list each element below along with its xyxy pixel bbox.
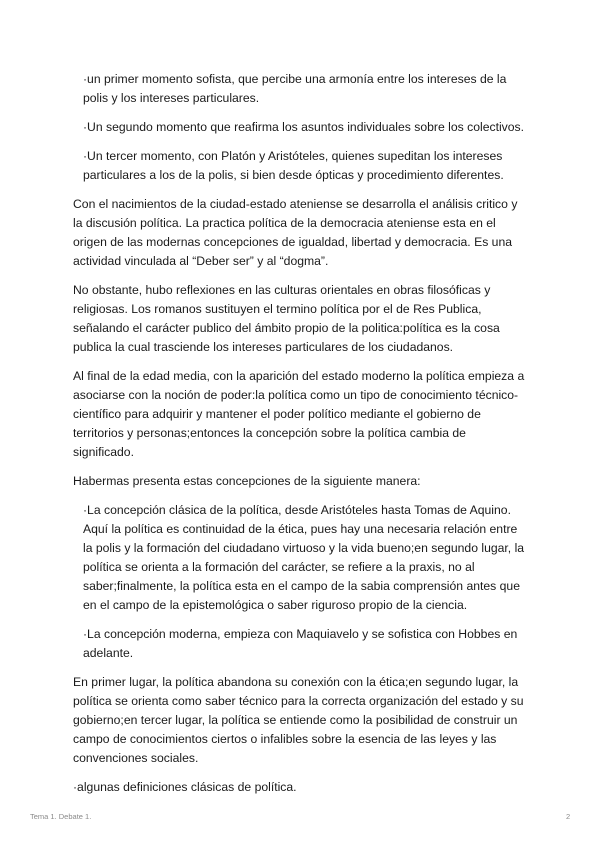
page-body [73,70,529,807]
paragraph-res-publica: No obstante, hubo reflexiones en las culturas orientales en obras filosóficas y religiosas. Los romanos sustituyen el termino política por el de Res Publica, señalando el carácter publico del ámbito propio de la politica:política es la cosa publica la cual trasciende los intereses particulares de los ciudadanos. [73,283,500,354]
paragraph-classical-conception: ·La concepción clásica de la política, desde Aristóteles hasta Tomas de Aquino. Aquí la política es continuidad de la ética, pues hay una necesaria relación entre la polis y la formación del ciudadano virtuoso y la vida bueno;en segundo lugar, la política se orienta a la formación del carácter, se refiere a la praxis, no al saber;finalmente, la política esta en el campo de la sabia comprensión antes que en el campo de la epistemológica o saber riguroso propio de la ciencia. [83,503,525,612]
paragraph-habermas-intro: Habermas presenta estas concepciones de la siguiente manera: [73,474,421,488]
paragraph-third-moment: ·Un tercer momento, con Platón y Aristóteles, quienes supeditan los intereses particulares a los de la polis, si bien desde ópticas y procedimiento diferentes. [83,149,504,182]
paragraph-athenian-city-state: Con el nacimientos de la ciudad-estado ateniense se desarrolla el análisis critico y la discusión política. La practica política de la democracia ateniense esta en el origen de las modernas concepciones de igualdad, libertad y democracia. Es una actividad vinculada al “Deber ser” y al “dogma”. [73,197,518,268]
paragraph-modern-details: En primer lugar, la política abandona su conexión con la ética;en segundo lugar, la política se orienta como saber técnico para la correcta organización del estado y su gobierno;en tercer lugar, la política se entiende como la posibilidad de construir un campo de conocimientos ciertos o infalibles sobre la esencia de las leyes y las convenciones sociales. [73,675,524,765]
paragraph-middle-ages: Al final de la edad media, con la aparición del estado moderno la política empieza a asociarse con la noción de poder:la política como un tipo de conocimiento técnico-científico para adquirir y mantener el poder político mediante el gobierno de territorios y personas;entonces la concepción sobre la política cambia de significado. [73,369,525,459]
paragraph-classical-definitions: ·algunas definiciones clásicas de política. [73,780,297,794]
footer-document-title: Tema 1. Debate 1. [30,812,92,821]
footer-page-number: 2 [566,812,571,821]
paragraph-modern-conception: ·La concepción moderna, empieza con Maquiavelo y se sofistica con Hobbes en adelante. [83,627,518,660]
paragraph-second-moment: ·Un segundo momento que reafirma los asuntos individuales sobre los colectivos. [83,120,525,134]
paragraph-first-sophist-moment: ·un primer momento sofista, que percibe una armonía entre los intereses de la polis y los intereses particulares. [83,72,507,105]
